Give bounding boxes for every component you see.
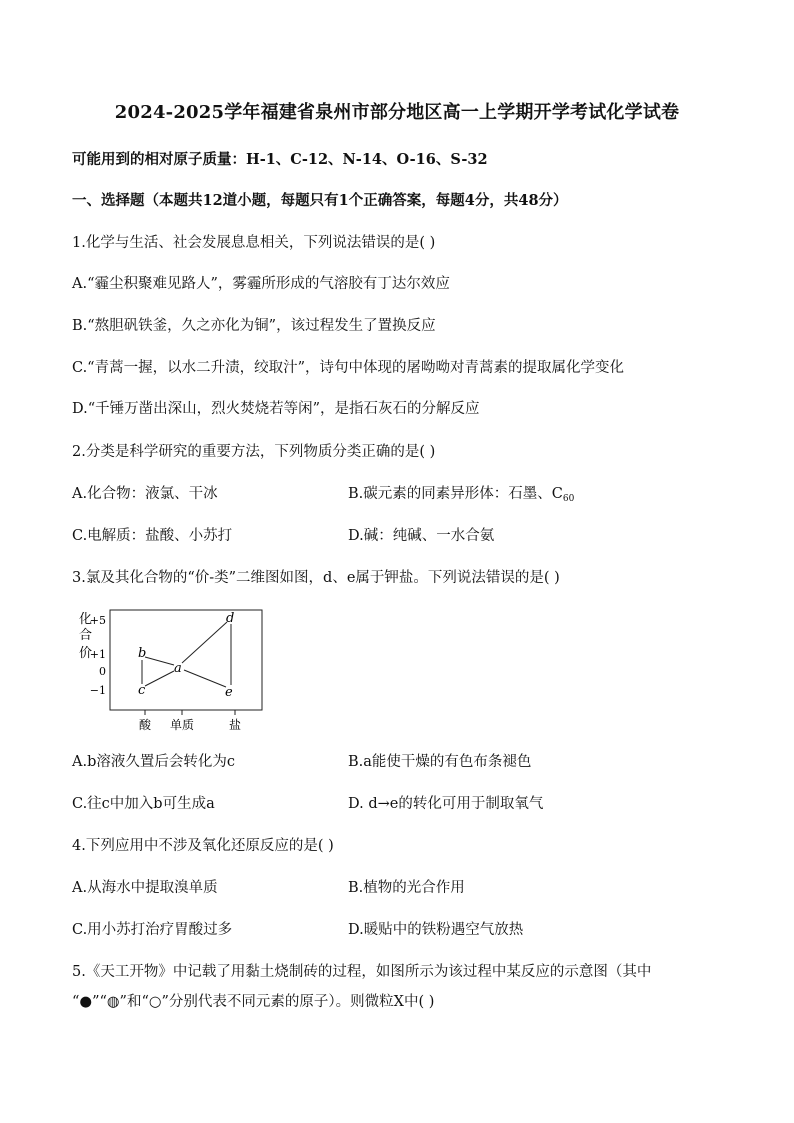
q2-option-c: C.电解质：盐酸、小苏打 — [72, 528, 233, 544]
q3-stem: 3.氯及其化合物的“价-类”二维图如图，d、e属于钾盐。下列说法错误的是( ) — [72, 570, 560, 586]
q1-option-c: C.“青蒿一握，以水二升渍，绞取汁”，诗句中体现的屠呦呦对青蒿素的提取属化学变化 — [72, 360, 625, 376]
section-heading: 一、选择题（本题共12道小题，每题只有1个正确答案，每题4分，共48分） — [72, 192, 568, 209]
q1-stem: 1.化学与生活、社会发展息息相关，下列说法错误的是( ) — [72, 235, 436, 251]
q3-option-a: A.b溶液久置后会转化为c — [72, 754, 235, 770]
q5-stem-line1: 5.《天工开物》中记载了用黏土烧制砖的过程，如图所示为该过程中某反应的示意图（其中 — [72, 964, 652, 980]
q2-option-a: A.化合物：液氯、干冰 — [72, 486, 218, 502]
q2-option-d: D.碱：纯碱、一水合氨 — [348, 528, 495, 544]
exam-title: 2024-2025学年福建省泉州市部分地区高一上学期开学考试化学试卷 — [114, 102, 680, 123]
q1-option-a: A.“霾尘积聚难见路人”，雾霾所形成的气溶胶有丁达尔效应 — [72, 276, 450, 292]
valence-class-diagram — [70, 607, 270, 735]
q4-option-d: D.暖贴中的铁粉遇空气放热 — [348, 922, 524, 938]
point-d: d — [226, 611, 235, 626]
ytick-minus1: −1 — [89, 684, 106, 697]
ylabel-char-1: 化 — [79, 612, 93, 627]
point-a: a — [174, 661, 182, 676]
point-c: c — [138, 683, 146, 698]
xtick-element: 单质 — [169, 718, 195, 732]
xtick-salt: 盐 — [228, 718, 242, 732]
edge-c-a — [145, 671, 174, 686]
ytick-plus5: +5 — [89, 614, 106, 627]
edge-a-d — [182, 622, 227, 663]
q2-stem: 2.分类是科学研究的重要方法，下列物质分类正确的是( ) — [72, 444, 436, 460]
q3-option-b: B.a能使干燥的有色布条褪色 — [348, 754, 532, 770]
q2-option-b-subscript: 60 — [562, 494, 575, 504]
ylabel-char-2: 合 — [79, 628, 93, 643]
atomic-masses: 可能用到的相对原子质量：H-1、C-12、N-14、O-16、S-32 — [72, 151, 488, 168]
ylabel-char-3: 价 — [79, 646, 93, 661]
q1-option-b: B.“熬胆矾铁釜，久之亦化为铜”，该过程发生了置换反应 — [72, 318, 436, 334]
q4-option-a: A.从海水中提取溴单质 — [72, 880, 218, 896]
point-b: b — [138, 646, 147, 661]
q5-stem-line2: “●”“◍”和“○”分别代表不同元素的原子）。则微粒X中( ) — [72, 994, 435, 1010]
ytick-0: 0 — [99, 665, 106, 678]
q3-option-c: C.往c中加入b可生成a — [72, 796, 215, 812]
edge-b-a — [145, 657, 174, 665]
ytick-plus1: +1 — [89, 648, 106, 661]
q4-stem: 4.下列应用中不涉及氧化还原反应的是( ) — [72, 838, 334, 854]
xtick-acid: 酸 — [138, 718, 152, 732]
q1-option-d: D.“千锤万凿出深山，烈火焚烧若等闲”，是指石灰石的分解反应 — [72, 401, 480, 417]
q4-option-b: B.植物的光合作用 — [348, 880, 465, 896]
edge-a-e — [184, 670, 226, 687]
q4-option-c: C.用小苏打治疗胃酸过多 — [72, 922, 233, 938]
q2-option-b — [348, 482, 574, 504]
q3-option-d: D. d→e的转化可用于制取氧气 — [348, 796, 544, 812]
q2-option-b-text: B.碳元素的同素异形体：石墨、C — [348, 486, 563, 502]
point-e: e — [225, 685, 233, 700]
